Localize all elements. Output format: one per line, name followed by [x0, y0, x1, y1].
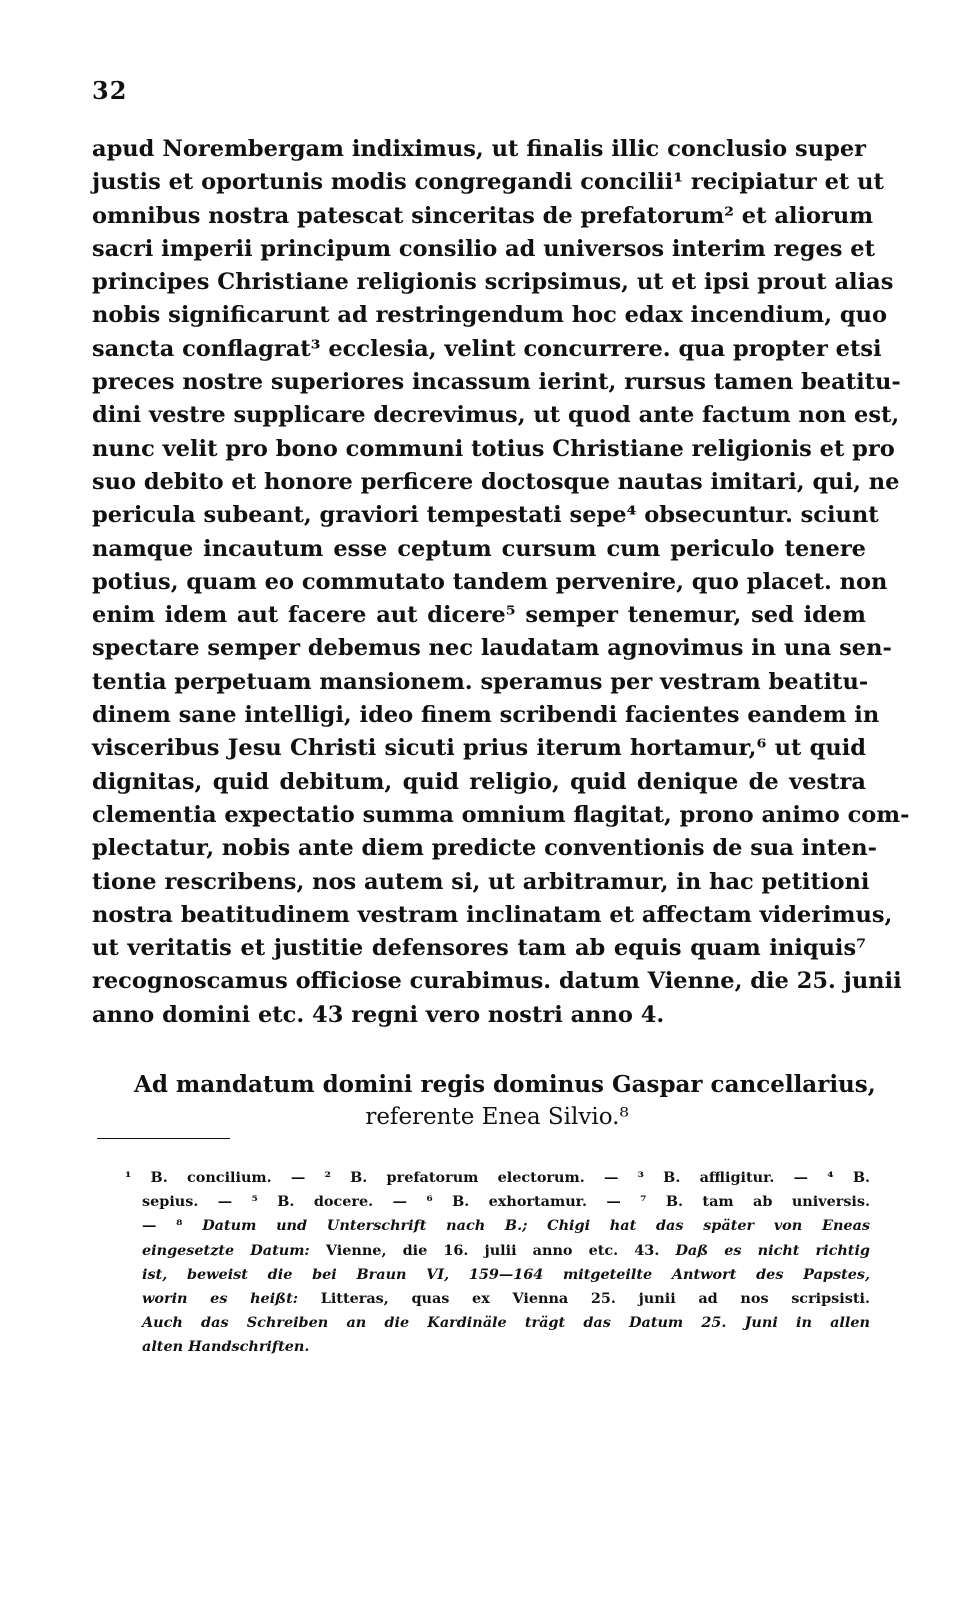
- footnote-line: [142, 1287, 870, 1311]
- text-line: sacri imperii principum consilio ad universos interim reges et: [92, 235, 875, 262]
- text-line: dinem sane intelligi, ideo finem scribendi facientes eandem in: [92, 702, 880, 729]
- footnote-line: [142, 1214, 870, 1238]
- footnote-italic-text: worin es heißt:: [142, 1289, 299, 1307]
- footnote-line: [142, 1335, 870, 1359]
- text-line: preces nostre superiores incassum ierint, rursus tamen beatitu-: [92, 369, 901, 396]
- signature-block: [92, 1068, 876, 1134]
- footnote-line: [142, 1263, 870, 1287]
- text-line: principes Christiane religionis scripsimus, ut et ipsi prout alias: [92, 269, 894, 296]
- text-line: visceribus Jesu Christi sicuti prius iterum hortamur,⁶ ut quid: [92, 735, 866, 762]
- text-line: enim idem aut facere aut dicere⁵ semper tenemur, sed idem: [92, 602, 866, 629]
- footnote-italic-text: Auch das Schreiben an die Kardinäle trägt das Datum 25. Juni in allen: [142, 1314, 870, 1332]
- footnote-italic-text: Daß es nicht richtig: [675, 1241, 870, 1259]
- text-line: suo debito et honore perficere doctosque nautas imitari, qui, ne: [92, 468, 900, 495]
- text-line: anno domini etc. 43 regni vero nostri anno 4.: [92, 1001, 665, 1028]
- footnote-line: [142, 1239, 870, 1263]
- text-line: nunc velit pro bono communi totius Christiane religionis et pro: [92, 435, 895, 462]
- footnote-italic-text: ist, beweist die bei Braun VI, 159—164 mitgeteilte Antwort des Papstes,: [142, 1265, 870, 1283]
- text-line: plectatur, nobis ante diem predicte conventionis de sua inten-: [92, 835, 877, 862]
- text-line: tione rescribens, nos autem si, ut arbitramur, in hac petitioni: [92, 868, 870, 895]
- footnote-italic-text: alten Handschriften.: [142, 1338, 310, 1356]
- footnote-line: ¹ B. concilium. — ² B. prefatorum electorum. — ³ B. affligitur. — ⁴ B.: [125, 1169, 870, 1186]
- text-line: potius, quam eo commutato tandem pervenire, quo placet. non: [92, 568, 888, 595]
- text-line: clementia expectatio summa omnium flagitat, prono animo com-: [92, 801, 910, 828]
- text-line: dignitas, quid debitum, quid religio, quid denique de vestra: [92, 768, 866, 795]
- footnote-text: Vienne, die 16. julii anno etc. 43.: [309, 1241, 676, 1259]
- footnote-text: Litteras, quas ex Vienna 25. junii ad nos scripsisti.: [298, 1289, 870, 1307]
- signature-line: Ad mandatum domini regis dominus Gaspar cancellarius,: [134, 1071, 876, 1098]
- text-line: dini vestre supplicare decrevimus, ut quod ante factum non est,: [92, 402, 900, 429]
- text-line: spectare semper debemus nec laudatam agnovimus in una sen-: [92, 635, 892, 662]
- body-text: [92, 133, 910, 1032]
- text-line: nostra beatitudinem vestram inclinatam et affectam viderimus,: [92, 901, 893, 928]
- text-line: omnibus nostra patescat sinceritas de prefatorum² et aliorum: [92, 202, 874, 229]
- page-number: 32: [92, 76, 128, 105]
- footnote-italic-text: Datum und Unterschrift nach B.; Chigi hat das später von Eneas: [202, 1217, 870, 1235]
- footnote-italic-text: eingesetzte Datum:: [142, 1241, 310, 1259]
- text-line: pericula subeant, graviori tempestati sepe⁴ obsecuntur. sciunt: [92, 502, 879, 529]
- text-line: justis et oportunis modis congregandi concilii¹ recipiatur et ut: [92, 169, 884, 196]
- text-line: tentia perpetuam mansionem. speramus per vestram beatitu-: [92, 668, 869, 695]
- text-line: apud Norembergam indiximus, ut finalis illic conclusio super: [92, 136, 866, 162]
- text-line: nobis significarunt ad restringendum hoc edax incendium, quo: [92, 302, 887, 329]
- text-line: namque incautum esse ceptum cursum cum periculo tenere: [92, 535, 866, 562]
- footnote-divider: [97, 1138, 230, 1139]
- text-line: sancta conflagrat³ ecclesia, velint concurrere. qua propter etsi: [92, 335, 882, 362]
- footnotes: [125, 1166, 870, 1360]
- text-line: recognoscamus officiose curabimus. datum Vienne, die 25. junii: [92, 968, 902, 995]
- footnote-line: sepius. — ⁵ B. docere. — ⁶ B. exhortamur. — ⁷ B. tam ab universis.: [142, 1193, 870, 1211]
- text-line: ut veritatis et justitie defensores tam ab equis quam iniquis⁷: [92, 935, 866, 962]
- footnote-text: — ⁸: [142, 1217, 203, 1235]
- signature-line: referente Enea Silvio.⁸: [365, 1104, 629, 1130]
- footnote-line: [142, 1311, 870, 1335]
